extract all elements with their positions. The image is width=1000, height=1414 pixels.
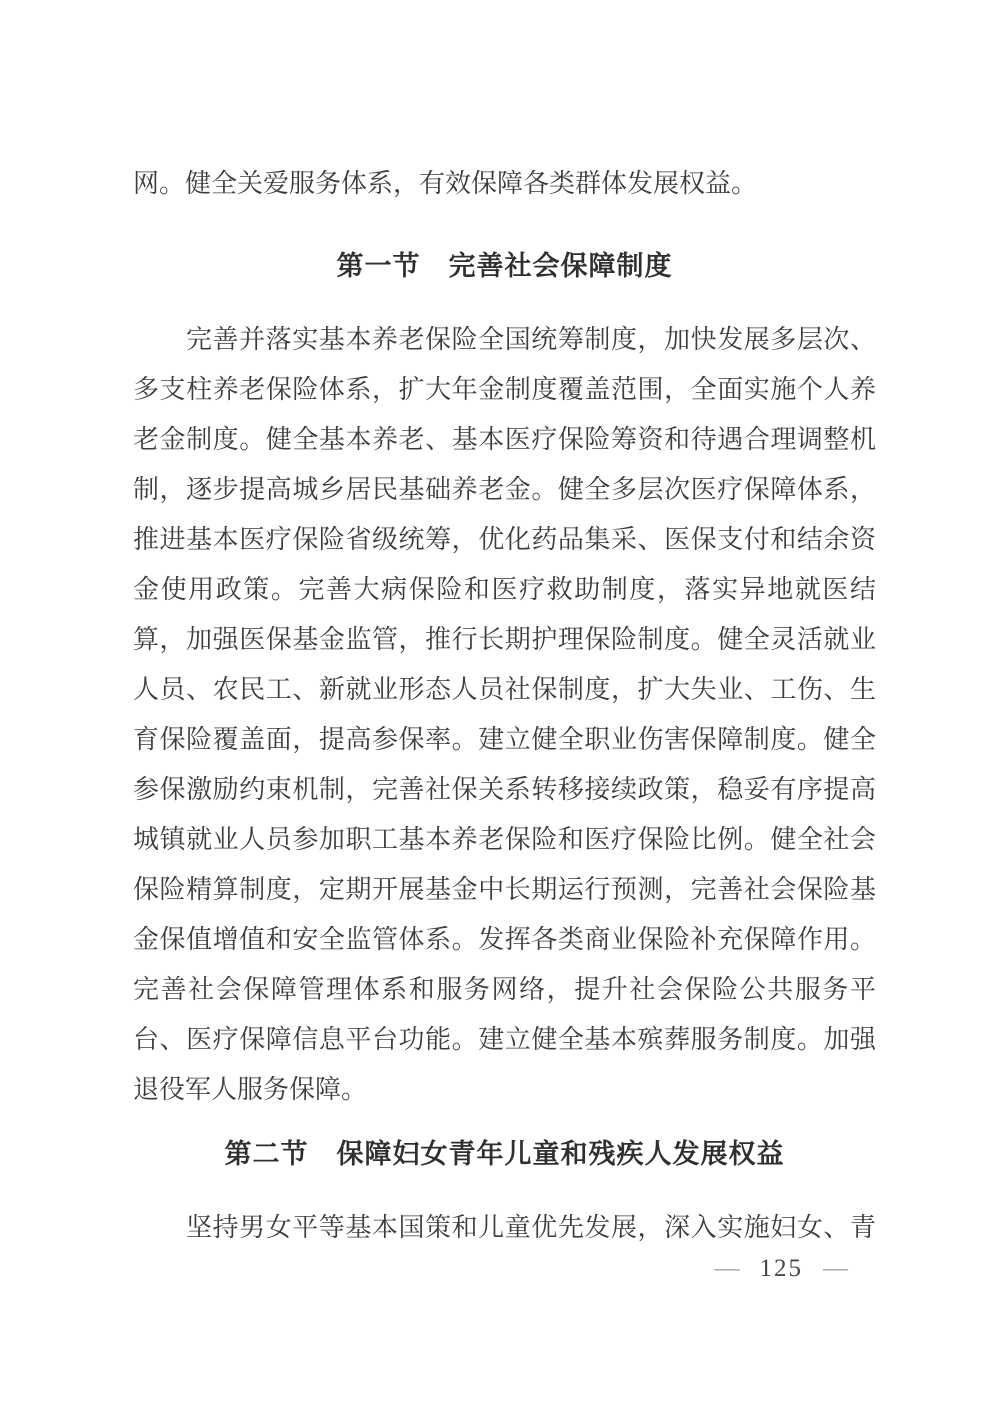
paragraph-line: 完善社会保障管理体系和服务网络，提升社会保险公共服务平 (133, 975, 876, 1004)
section-heading-2: 第二节 保障妇女青年儿童和残疾人发展权益 (224, 1139, 785, 1169)
footer-left-dash: — (714, 1255, 740, 1282)
paragraph-line: 保险精算制度，定期开展基金中长期运行预测，完善社会保险基 (133, 875, 876, 904)
paragraph-line: 多支柱养老保险体系，扩大年金制度覆盖范围，全面实施个人养 (133, 375, 876, 404)
page-footer (133, 1252, 848, 1286)
paragraph-line: 算，加强医保基金监管，推行长期护理保险制度。健全灵活就业 (133, 625, 876, 654)
page-number: 125 (759, 1255, 803, 1282)
paragraph-line: 坚持男女平等基本国策和儿童优先发展，深入实施妇女、青 (186, 1213, 876, 1242)
paragraph-line: 金保值增值和安全监管体系。发挥各类商业保险补充保障作用。 (133, 925, 876, 954)
footer-right-dash: — (823, 1255, 848, 1282)
paragraph-line: 人员、农民工、新就业形态人员社保制度，扩大失业、工伤、生 (133, 675, 876, 704)
paragraph-line: 老金制度。健全基本养老、基本医疗保险筹资和待遇合理调整机 (133, 425, 876, 454)
paragraph-line: 金使用政策。完善大病保险和医疗救助制度，落实异地就医结 (133, 575, 876, 604)
paragraph-line: 制，逐步提高城乡居民基础养老金。健全多层次医疗保障体系， (133, 475, 876, 504)
paragraph-line: 育保险覆盖面，提高参保率。建立健全职业伤害保障制度。健全 (133, 725, 876, 754)
paragraph-line: 参保激励约束机制，完善社保关系转移接续政策，稳妥有序提高 (133, 775, 876, 804)
section-heading-1: 第一节 完善社会保障制度 (336, 251, 673, 281)
paragraph-line: 推进基本医疗保险省级统筹，优化药品集采、医保支付和结余资 (133, 525, 876, 554)
paragraph-line: 城镇就业人员参加职工基本养老保险和医疗保险比例。健全社会 (133, 825, 876, 854)
paragraph-line: 退役军人服务保障。 (133, 1075, 368, 1104)
paragraph-line: 台、医疗保障信息平台功能。建立健全基本殡葬服务制度。加强 (133, 1025, 876, 1054)
continuation-paragraph-line: 网。健全关爱服务体系，有效保障各类群体发展权益。 (133, 169, 758, 198)
paragraph-line: 完善并落实基本养老保险全国统筹制度，加快发展多层次、 (186, 325, 876, 354)
